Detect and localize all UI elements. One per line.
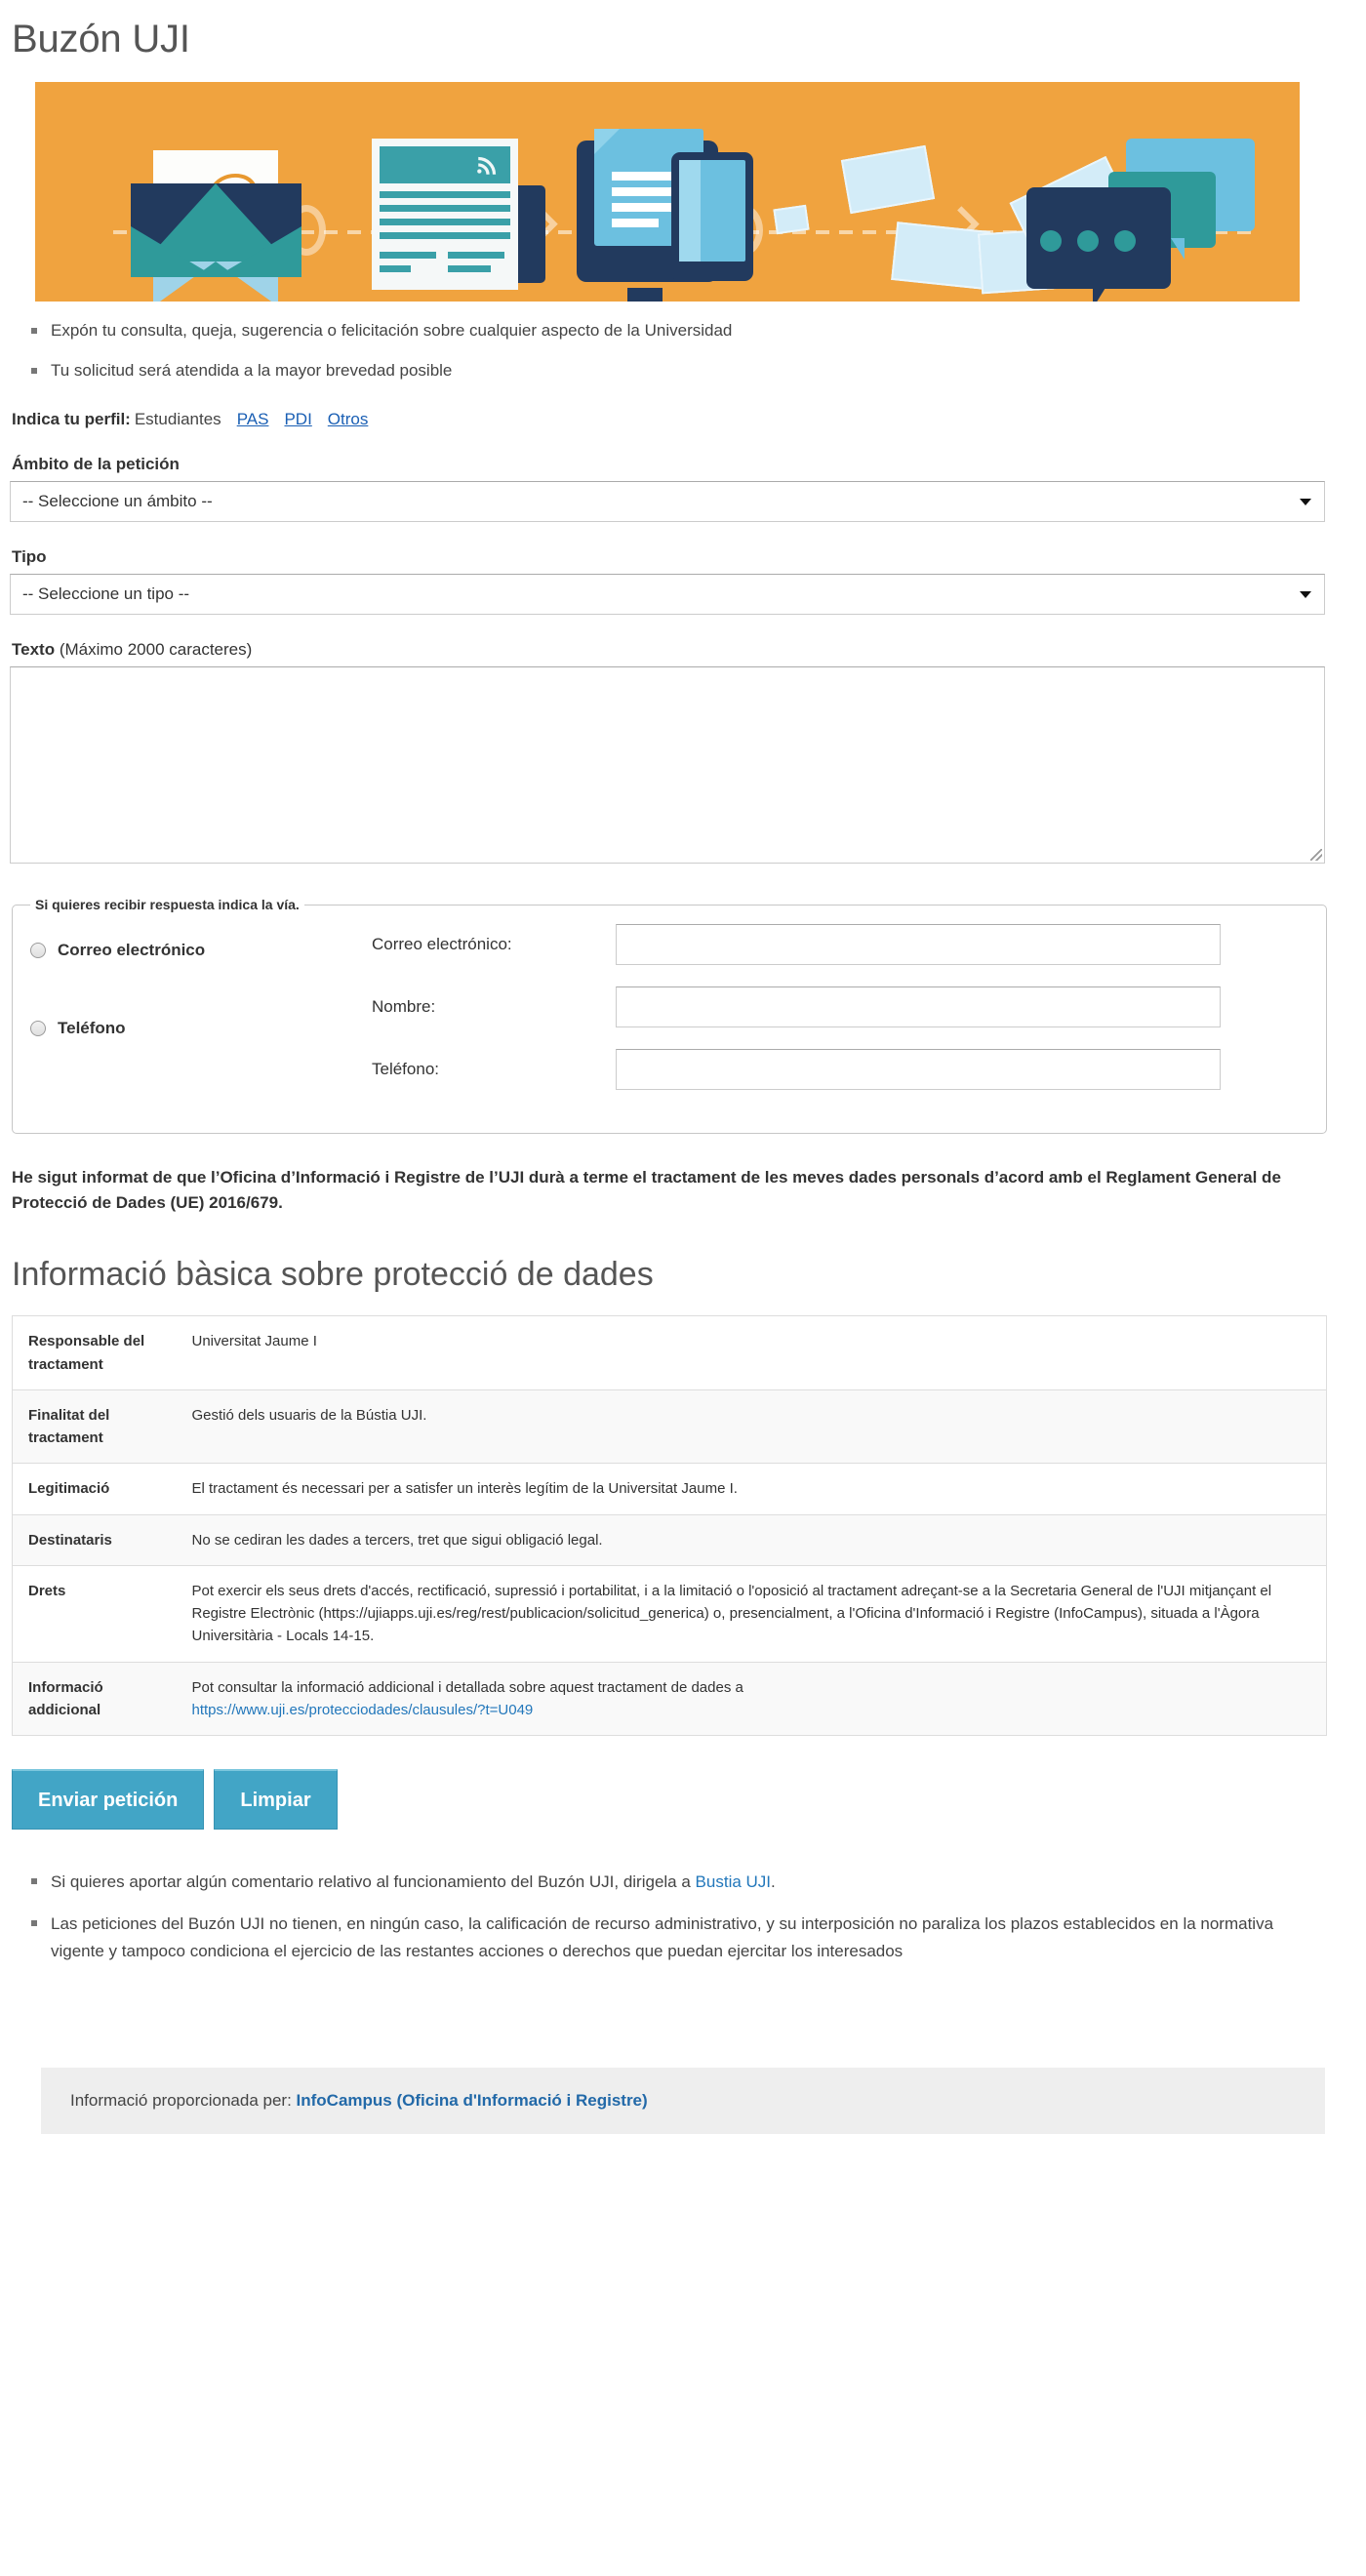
document-line [380,252,436,259]
flying-envelope-2 [891,221,990,290]
gdpr-extra-text: Pot consultar la informació addicional i detallada sobre aquest tractament de dades a [191,1678,743,1696]
radio-icon[interactable] [30,943,46,958]
footer-prefix: Informació proporcionada per: [70,2090,297,2110]
perfil-selector [12,410,1356,429]
document-line [380,219,510,225]
table-row [13,1464,1327,1514]
document-line [380,265,411,272]
page-root [0,18,1366,2134]
monitor-stand [627,288,663,302]
table-row [13,1565,1327,1662]
table-row [13,1389,1327,1464]
tipo-select[interactable] [10,574,1325,615]
respuesta-via-fieldset [12,897,1327,1134]
rss-icon [475,152,501,178]
list-item: Las peticiones del Buzón UJI no tienen, en ningún caso, la calificación de recurso administrativo, y su interposición no paraliza los plazos establecidos en la normativa vigente y tampoco condiciona el ejercicio de las restantes acciones o derechos que puedan ejercitar los interesados [51,1911,1288,1963]
chevron-down-icon [1300,591,1311,598]
footer-notes-list [10,1869,1288,1964]
perfil-label: Indica tu perfil: [12,410,131,429]
submit-button[interactable]: Enviar petición [12,1769,204,1830]
texto-textarea[interactable] [10,666,1325,864]
via-radio-column [30,924,372,1111]
radio-option-correo[interactable] [30,930,372,971]
flying-envelope-1 [841,145,935,214]
banner-wrapper [10,82,1356,302]
table-row [13,1316,1327,1390]
ambito-label: Ámbito de la petición [12,455,180,474]
radio-label-correo: Correo electrónico [58,941,206,960]
telefono-input[interactable] [616,1049,1221,1090]
page-footer [41,2068,1325,2134]
respuesta-via-legend: Si quieres recibir respuesta indica la vía. [35,897,300,913]
clear-button[interactable]: Limpiar [214,1769,337,1830]
texto-label [12,640,1356,660]
table-cell-value: Gestió dels usuaris de la Bústia UJI. [177,1389,1327,1464]
radio-option-telefono[interactable] [30,1008,372,1049]
via-fields-column [372,924,1308,1111]
document-icon [372,139,518,290]
ambito-select[interactable] [10,481,1325,522]
resize-grip-icon[interactable] [1310,849,1322,861]
document-line [448,265,491,272]
field-row-correo [372,924,1308,965]
table-cell-key: Informació addicional [13,1662,177,1736]
form-action-buttons [12,1769,1356,1830]
perfil-link-pas[interactable]: PAS [236,410,269,429]
document-line [380,205,510,212]
list-item: Tu solicitud será atendida a la mayor brevedad posible [51,359,1356,383]
intro-bullet-list [10,319,1356,382]
field-label-telefono: Teléfono: [372,1060,439,1079]
table-cell-value: El tractament és necessari per a satisfer un interès legítim de la Universitat Jaume I. [177,1464,1327,1514]
field-label-correo: Correo electrónico: [372,935,512,954]
perfil-current-value: Estudiantes [134,410,221,429]
chat-dot-icon [1077,230,1099,252]
table-cell-value: No se cediran les dades a tercers, tret que sigui obligació legal. [177,1514,1327,1565]
monitor-line [612,219,659,227]
email-envelope-icon [131,150,301,277]
infocampus-link[interactable]: InfoCampus (Oficina d'Informació i Registre) [296,2090,648,2110]
perfil-link-pdi[interactable]: PDI [284,410,312,429]
table-row [13,1662,1327,1736]
flying-envelope-small [773,205,809,234]
tablet-icon [671,152,753,281]
field-row-telefono [372,1049,1308,1090]
chat-dot-icon [1114,230,1136,252]
chat-bubble-front-tail [1093,283,1108,302]
field-label-nombre: Nombre: [372,997,436,1017]
chat-dot-icon [1040,230,1062,252]
table-row [13,1514,1327,1565]
note-text-after: . [771,1872,776,1892]
envelope-front-left [131,226,216,277]
radio-label-telefono: Teléfono [58,1019,126,1038]
radio-icon[interactable] [30,1021,46,1036]
table-cell-key: Responsable del tractament [28,1333,145,1373]
gdpr-clauses-link[interactable]: https://www.uji.es/protecciodades/clausules/?t=U049 [191,1701,534,1718]
table-cell-value: Pot exercir els seus drets d'accés, rectificació, supressió i portabilitat, i a la limitació o l'oposició al tractament adreçant-se a la Secretaria General de l'UJI mitjançant el Registre Electrònic (https://ujiapps.uji.es/reg/rest/publicacion/solicitud_generica) o, presencialment, a l'Oficina d'Informació i Registre (InfoCampus), situada a l'Àgora Universitària - Locals 14-15. [177,1565,1327,1662]
table-cell-value: Universitat Jaume I [191,1333,317,1350]
banner-illustration [35,82,1300,302]
page-title: Buzón UJI [12,18,190,60]
table-cell-key: Legitimació [13,1464,177,1514]
document-sheet [372,139,518,290]
perfil-link-otros[interactable]: Otros [327,410,369,429]
chat-bubble-back-tail [1171,238,1185,260]
nombre-input[interactable] [616,986,1221,1027]
chevron-down-icon [1300,499,1311,505]
table-cell-value [177,1662,1327,1736]
monitor-page-corner [594,129,620,154]
field-row-nombre [372,986,1308,1027]
list-item: Expón tu consulta, queja, sugerencia o felicitación sobre cualquier aspecto de la Universidad [51,319,1356,343]
table-cell-key: Drets [13,1565,177,1662]
document-line [448,252,504,259]
ambito-select-value: -- Seleccione un ámbito -- [22,492,213,511]
tipo-select-value: -- Seleccione un tipo -- [22,584,190,604]
list-item [51,1869,1288,1895]
document-line [380,232,510,239]
bustia-uji-link[interactable]: Bustia UJI [695,1872,772,1892]
tablet-screen-side [679,160,701,262]
document-line [380,191,510,198]
texto-label-hint: (Máximo 2000 caracteres) [59,640,253,660]
note-text-before: Si quieres aportar algún comentario relativo al funcionamiento del Buzón UJI, dirigela a [51,1872,696,1892]
table-cell-key: Finalitat del tractament [13,1389,177,1464]
envelope-front-right [216,226,301,277]
texto-label-main: Texto [12,640,56,660]
consent-statement: He sigut informat de que l’Oficina d’Informació i Registre de l’UJI durà a terme el tractament de les meves dades personals d’acord amb el Reglament General de Protecció de Dades (UE) 2016/679. [12,1168,1281,1212]
gdpr-table [12,1315,1327,1736]
table-cell-key: Destinataris [13,1514,177,1565]
document-binder [514,185,545,283]
tipo-label: Tipo [12,547,47,567]
gdpr-heading: Informació bàsica sobre protecció de dades [12,1256,654,1294]
correo-electronico-input[interactable] [616,924,1221,965]
